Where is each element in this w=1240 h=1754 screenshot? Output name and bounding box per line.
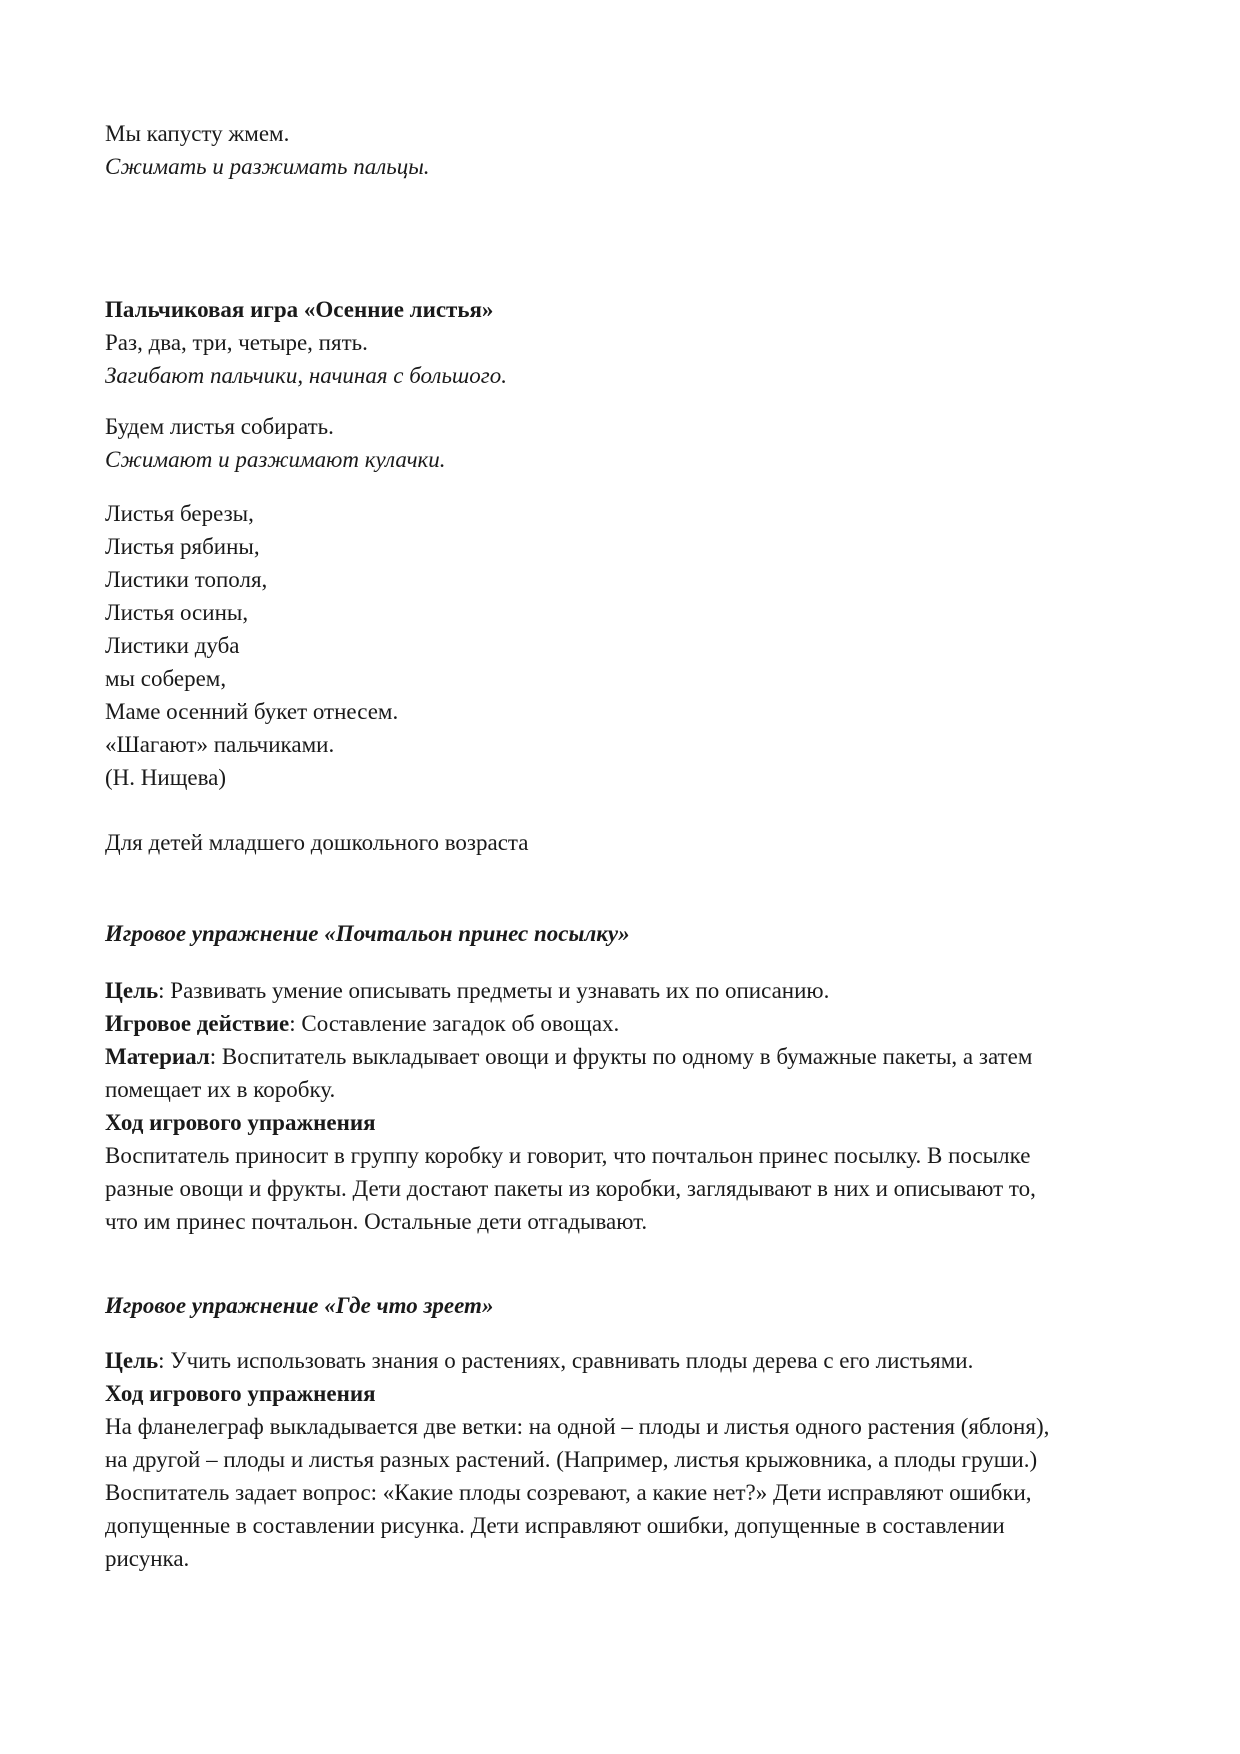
goal-label: Цель <box>105 1348 159 1373</box>
verse-line: Листики тополя, <box>105 567 268 592</box>
course-line: На фланелеграф выкладывается две ветки: на одной – плоды и листья одного растения (яблоня), <box>105 1414 1050 1439</box>
material-label: Материал <box>105 1044 210 1069</box>
goal-text: : Развивать умение описывать предметы и узнавать их по описанию. <box>158 978 830 1003</box>
verse-line: Листья рябины, <box>105 534 260 559</box>
finger-game-stanza-2 <box>105 410 1145 476</box>
goal-line <box>105 1344 1145 1377</box>
action-line <box>105 1007 1145 1040</box>
verse-line: Маме осенний букет отнесем. <box>105 699 399 724</box>
ripens-exercise-title <box>105 1289 1145 1322</box>
goal-label: Цель <box>105 978 159 1003</box>
course-line: что им принес почтальон. Остальные дети отгадывают. <box>105 1209 648 1234</box>
section-title: Пальчиковая игра «Осенние листья» <box>105 297 494 322</box>
verse-line: Листики дуба <box>105 633 240 658</box>
section-title: Игровое упражнение «Почтальон принес посылку» <box>105 921 630 946</box>
finger-game-verse <box>105 497 1145 794</box>
instruction-line: Загибают пальчики, начиная с большого. <box>105 363 508 388</box>
course-line: Воспитатель приносит в группу коробку и говорит, что почтальон принес посылку. В посылке <box>105 1143 1031 1168</box>
instruction-line: Сжимают и разжимают кулачки. <box>105 447 446 472</box>
course-line: на другой – плоды и листья разных растений. (Например, листья крыжовника, а плоды груши.) <box>105 1447 1038 1472</box>
course-label: Ход игрового упражнения <box>105 1110 376 1135</box>
action-label: Игровое действие <box>105 1011 290 1036</box>
verse-line: Будем листья собирать. <box>105 414 334 439</box>
action-text: : Составление загадок об овощах. <box>289 1011 620 1036</box>
ripens-exercise-body <box>105 1344 1145 1575</box>
material-text: : Воспитатель выкладывает овощи и фрукты по одному в бумажные пакеты, а затем <box>209 1044 1033 1069</box>
course-label: Ход игрового упражнения <box>105 1381 376 1406</box>
goal-line <box>105 974 1145 1007</box>
verse-line: Раз, два, три, четыре, пять. <box>105 330 368 355</box>
course-line: допущенные в составлении рисунка. Дети исправляют ошибки, допущенные в составлении <box>105 1513 1005 1538</box>
postman-exercise-body <box>105 974 1145 1238</box>
finger-game-section <box>105 293 1145 392</box>
verse-line: «Шагают» пальчиками. <box>105 732 335 757</box>
material-line <box>105 1040 1145 1073</box>
author-line: (Н. Нищева) <box>105 765 227 790</box>
verse-line: Листья осины, <box>105 600 249 625</box>
postman-exercise-title <box>105 917 1145 950</box>
course-line: разные овощи и фрукты. Дети достают пакеты из коробки, заглядывают в них и описывают то, <box>105 1176 1036 1201</box>
section-title: Игровое упражнение «Где что зреет» <box>105 1293 494 1318</box>
cabbage-fragment <box>105 117 1145 183</box>
goal-text: : Учить использовать знания о растениях, сравнивать плоды дерева с его листьями. <box>158 1348 974 1373</box>
age-note <box>105 826 1145 859</box>
verse-line: Листья березы, <box>105 501 254 526</box>
verse-line: мы соберем, <box>105 666 227 691</box>
age-note-text: Для детей младшего дошкольного возраста <box>105 830 529 855</box>
material-line-continued: помещает их в коробку. <box>105 1077 336 1102</box>
course-line: Воспитатель задает вопрос: «Какие плоды созревают, а какие нет?» Дети исправляют ошибки, <box>105 1480 1032 1505</box>
course-line: рисунка. <box>105 1546 190 1571</box>
instruction-line: Сжимать и разжимать пальцы. <box>105 154 430 179</box>
verse-line: Мы капусту жмем. <box>105 121 290 146</box>
